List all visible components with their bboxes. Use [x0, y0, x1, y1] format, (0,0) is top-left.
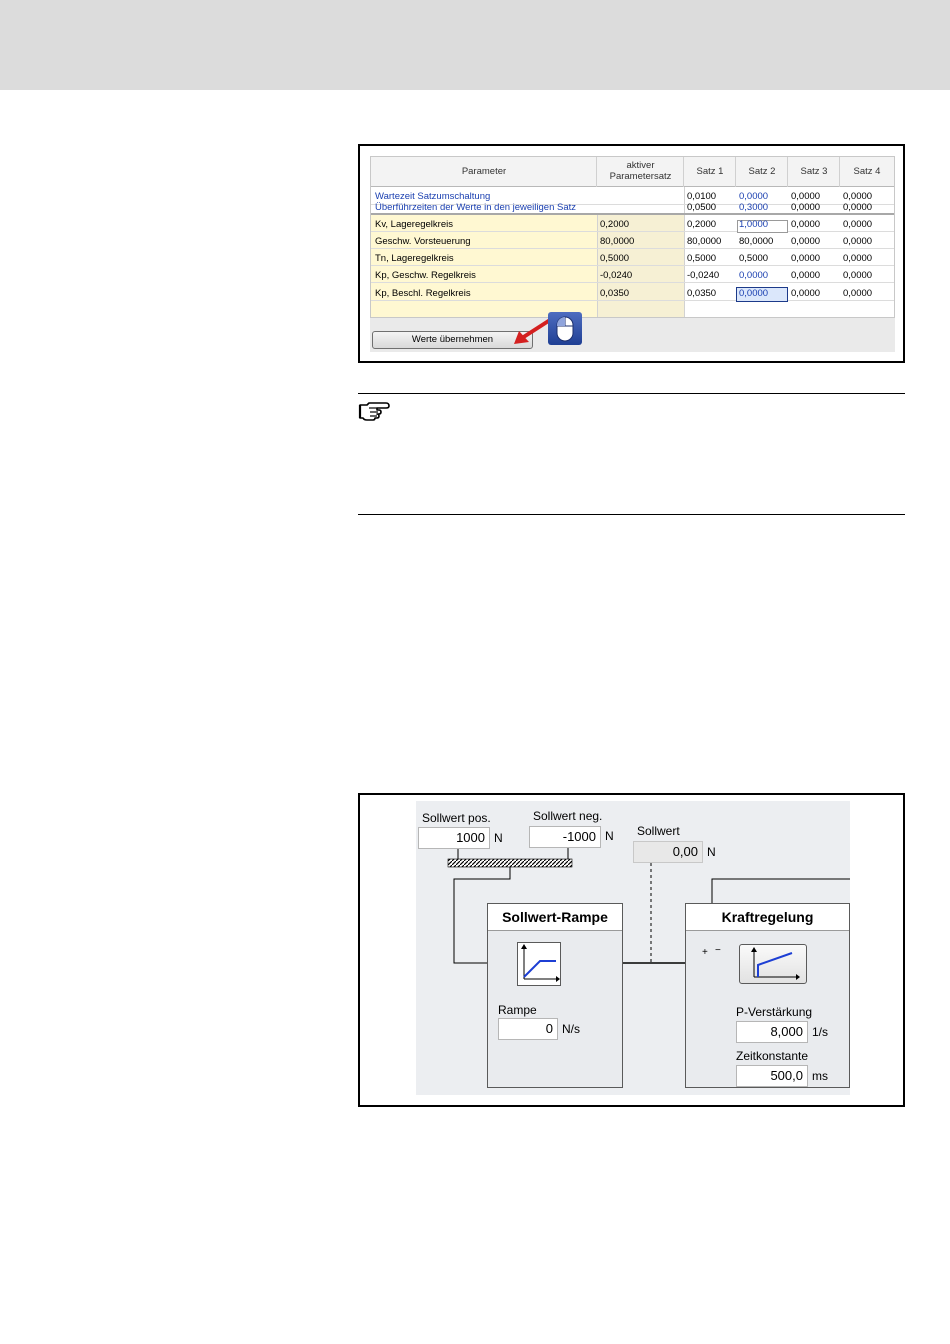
header-satz4[interactable]: Satz 4: [853, 166, 881, 177]
cell-satz3[interactable]: 0,0000: [791, 236, 821, 247]
sum-plus-sign: +: [702, 947, 708, 958]
cell-satz2[interactable]: 0,0000: [739, 270, 769, 281]
row-label: Geschw. Vorsteuerung: [375, 236, 471, 247]
force-control-title: Kraftregelung: [686, 904, 849, 931]
cell-satz2[interactable]: 0,0000: [739, 288, 769, 299]
row-label: Tn, Lageregelkreis: [375, 253, 454, 264]
header-active-line2[interactable]: Parametersatz: [609, 171, 672, 182]
cell-satz1[interactable]: 0,0100: [687, 191, 717, 202]
cell-active: 0,0350: [600, 288, 630, 299]
cell-satz3[interactable]: 0,0000: [791, 253, 821, 264]
force-control-block: [685, 903, 850, 1088]
cell-satz1[interactable]: 0,2000: [687, 219, 717, 230]
cell-satz4[interactable]: 0,0000: [843, 191, 873, 202]
table-header: [371, 157, 894, 187]
cell-satz2[interactable]: 0,3000: [739, 202, 769, 213]
table-row[interactable]: [371, 266, 894, 283]
cell-active: 0,5000: [600, 253, 630, 264]
cell-satz4[interactable]: 0,0000: [843, 270, 873, 281]
cell-satz4[interactable]: 0,0000: [843, 202, 873, 213]
setpoint-neg-label: Sollwert neg.: [533, 809, 603, 823]
setpoint-ramp-title: Sollwert-Rampe: [488, 904, 622, 931]
header-satz3[interactable]: Satz 3: [800, 166, 828, 177]
setpoint-pos-label: Sollwert pos.: [422, 811, 491, 825]
header-satz2[interactable]: Satz 2: [748, 166, 776, 177]
cell-satz2[interactable]: 80,0000: [739, 236, 774, 247]
table-row[interactable]: [371, 204, 894, 214]
cell-satz3[interactable]: 0,0000: [791, 219, 821, 230]
cell-satz3[interactable]: 0,0000: [791, 191, 821, 202]
cell-active: 80,0000: [600, 236, 635, 247]
cell-satz4[interactable]: 0,0000: [843, 236, 873, 247]
note-top-rule: [358, 393, 905, 394]
cell-satz1[interactable]: -0,0240: [687, 270, 720, 281]
ramp-graph-icon[interactable]: [517, 942, 561, 986]
parameter-table: [370, 156, 895, 318]
cell-satz4[interactable]: 0,0000: [843, 288, 873, 299]
page-header-band: [0, 0, 950, 90]
cell-satz2[interactable]: 0,5000: [739, 253, 769, 264]
apply-values-button[interactable]: Werte übernehmen: [372, 331, 533, 349]
header-satz1[interactable]: Satz 1: [696, 166, 724, 177]
parameter-set-screenshot: [358, 144, 905, 363]
header-active-line1[interactable]: aktiver: [626, 160, 655, 171]
cell-active: -0,0240: [600, 270, 633, 281]
pointing-hand-icon: [358, 401, 390, 421]
cell-satz1[interactable]: 0,5000: [687, 253, 717, 264]
cell-active: 0,2000: [600, 219, 630, 230]
force-control-panel: [416, 801, 850, 1095]
cell-satz3[interactable]: 0,0000: [791, 270, 821, 281]
cell-satz1[interactable]: 0,0350: [687, 288, 717, 299]
header-parameter[interactable]: Parameter: [461, 166, 507, 177]
sum-minus-sign: −: [715, 945, 721, 956]
cell-satz2[interactable]: 0,0000: [739, 191, 769, 202]
setpoint-pos-unit: N: [494, 831, 503, 845]
cell-satz4[interactable]: 0,0000: [843, 219, 873, 230]
setpoint-neg-input[interactable]: -1000: [529, 826, 601, 848]
table-row[interactable]: [371, 283, 894, 301]
mouse-icon: [548, 312, 582, 345]
cell-satz3[interactable]: 0,0000: [791, 288, 821, 299]
step-response-icon[interactable]: [739, 944, 807, 984]
gain-label: P-Verstärkung: [736, 1005, 813, 1019]
setpoint-ramp-block: [487, 903, 623, 1088]
gain-unit: 1/s: [812, 1025, 829, 1039]
table-row[interactable]: [371, 232, 894, 249]
note-bottom-rule: [358, 514, 905, 515]
parameter-set-panel: [370, 156, 895, 352]
row-label: Wartezeit Satzumschaltung: [375, 191, 491, 202]
setpoint-unit: N: [707, 845, 716, 859]
cell-satz1[interactable]: 0,0500: [687, 202, 717, 213]
ramp-unit: N/s: [562, 1022, 580, 1036]
ramp-input[interactable]: 0: [498, 1018, 558, 1040]
force-control-screenshot: [358, 793, 905, 1107]
time-constant-unit: ms: [812, 1069, 828, 1083]
row-label: Kp, Geschw. Regelkreis: [375, 270, 476, 281]
setpoint-readout: 0,00: [633, 841, 703, 863]
ramp-label: Rampe: [498, 1003, 537, 1017]
cell-satz3[interactable]: 0,0000: [791, 202, 821, 213]
table-row[interactable]: [371, 215, 894, 232]
cell-satz2[interactable]: 1,0000: [739, 219, 769, 230]
time-constant-label: Zeitkonstante: [736, 1049, 809, 1063]
cell-satz4[interactable]: 0,0000: [843, 253, 873, 264]
time-constant-input[interactable]: 500,0: [736, 1065, 808, 1087]
setpoint-pos-input[interactable]: 1000: [418, 827, 490, 849]
table-row[interactable]: [371, 249, 894, 266]
row-label: Kv, Lageregelkreis: [375, 219, 453, 230]
row-label: Überführzeiten der Werte in den jeweiligen Satz: [375, 202, 577, 213]
setpoint-label: Sollwert: [637, 824, 680, 838]
row-label: Kp, Beschl. Regelkreis: [375, 288, 471, 299]
gain-input[interactable]: 8,000: [736, 1021, 808, 1043]
setpoint-neg-unit: N: [605, 829, 614, 843]
cell-satz1[interactable]: 80,0000: [687, 236, 722, 247]
